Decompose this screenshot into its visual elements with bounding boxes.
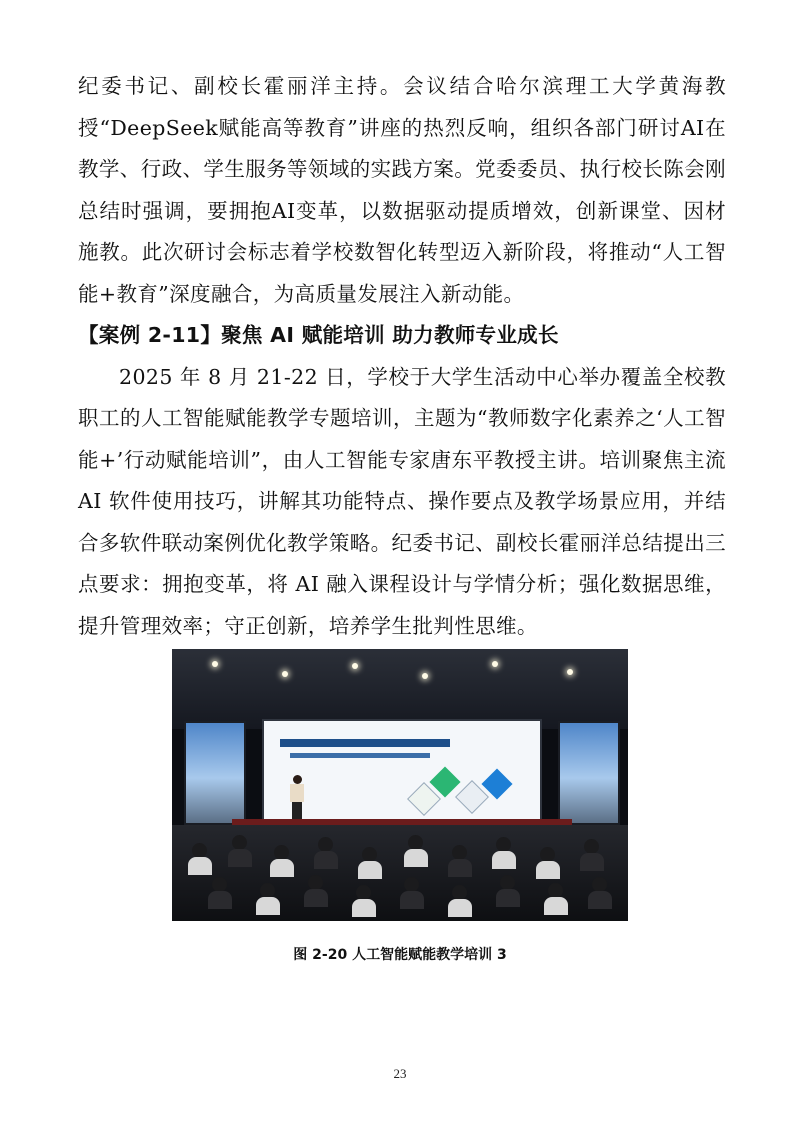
- ceiling-light: [422, 673, 428, 679]
- ceiling-light: [212, 661, 218, 667]
- audience: [172, 825, 628, 921]
- page-number: 23: [393, 1066, 407, 1081]
- slide-title-bar: [280, 739, 450, 747]
- left-side-screen: [184, 721, 246, 825]
- figure-caption: 图 2-20 人工智能赋能教学培训 3: [293, 947, 507, 963]
- ceiling-light: [282, 671, 288, 677]
- ceiling-light: [567, 669, 573, 675]
- speaker: [290, 775, 304, 821]
- right-side-screen: [558, 721, 620, 825]
- case-title: 【案例 2-11】聚焦 AI 赋能培训 助力教师专业成长: [78, 323, 559, 347]
- presentation-screen: [262, 719, 542, 835]
- slide-subtitle-bar: [290, 753, 430, 758]
- ceiling-light: [492, 661, 498, 667]
- training-photo: [172, 649, 628, 921]
- paragraph-meeting-summary: 纪委书记、副校长霍丽洋主持。会议结合哈尔滨理工大学黄海教授“DeepSeek赋能高等教育”讲座的热烈反响，组织各部门研讨AI在教学、行政、学生服务等领域的实践方案。党委委员、执行校长陈会刚总结时强调，要拥抱AI变革，以数据驱动提质增效，创新课堂、因材施教。此次研讨会标志着学校数智化转型迈入新阶段，将推动“人工智能+教育”深度融合，为高质量发展注入新动能。: [78, 74, 726, 306]
- document-body: [78, 66, 726, 647]
- paragraph-case-body: 2025 年 8 月 21-22 日，学校于大学生活动中心举办覆盖全校教职工的人工智能赋能教学专题培训，主题为“教师数字化素养之‘人工智能+’行动赋能培训”，由人工智能专家唐东平教授主讲。培训聚焦主流 AI 软件使用技巧，讲解其功能特点、操作要点及教学场景应用，并结合多软件联动案例优化教学策略。纪委书记、副校长霍丽洋总结提出三点要求：拥抱变革，将 AI 融入课程设计与学情分析；强化数据思维，提升管理效率；守正创新，培养学生批判性思维。: [78, 364, 726, 638]
- ceiling: [172, 649, 628, 729]
- ceiling-light: [352, 663, 358, 669]
